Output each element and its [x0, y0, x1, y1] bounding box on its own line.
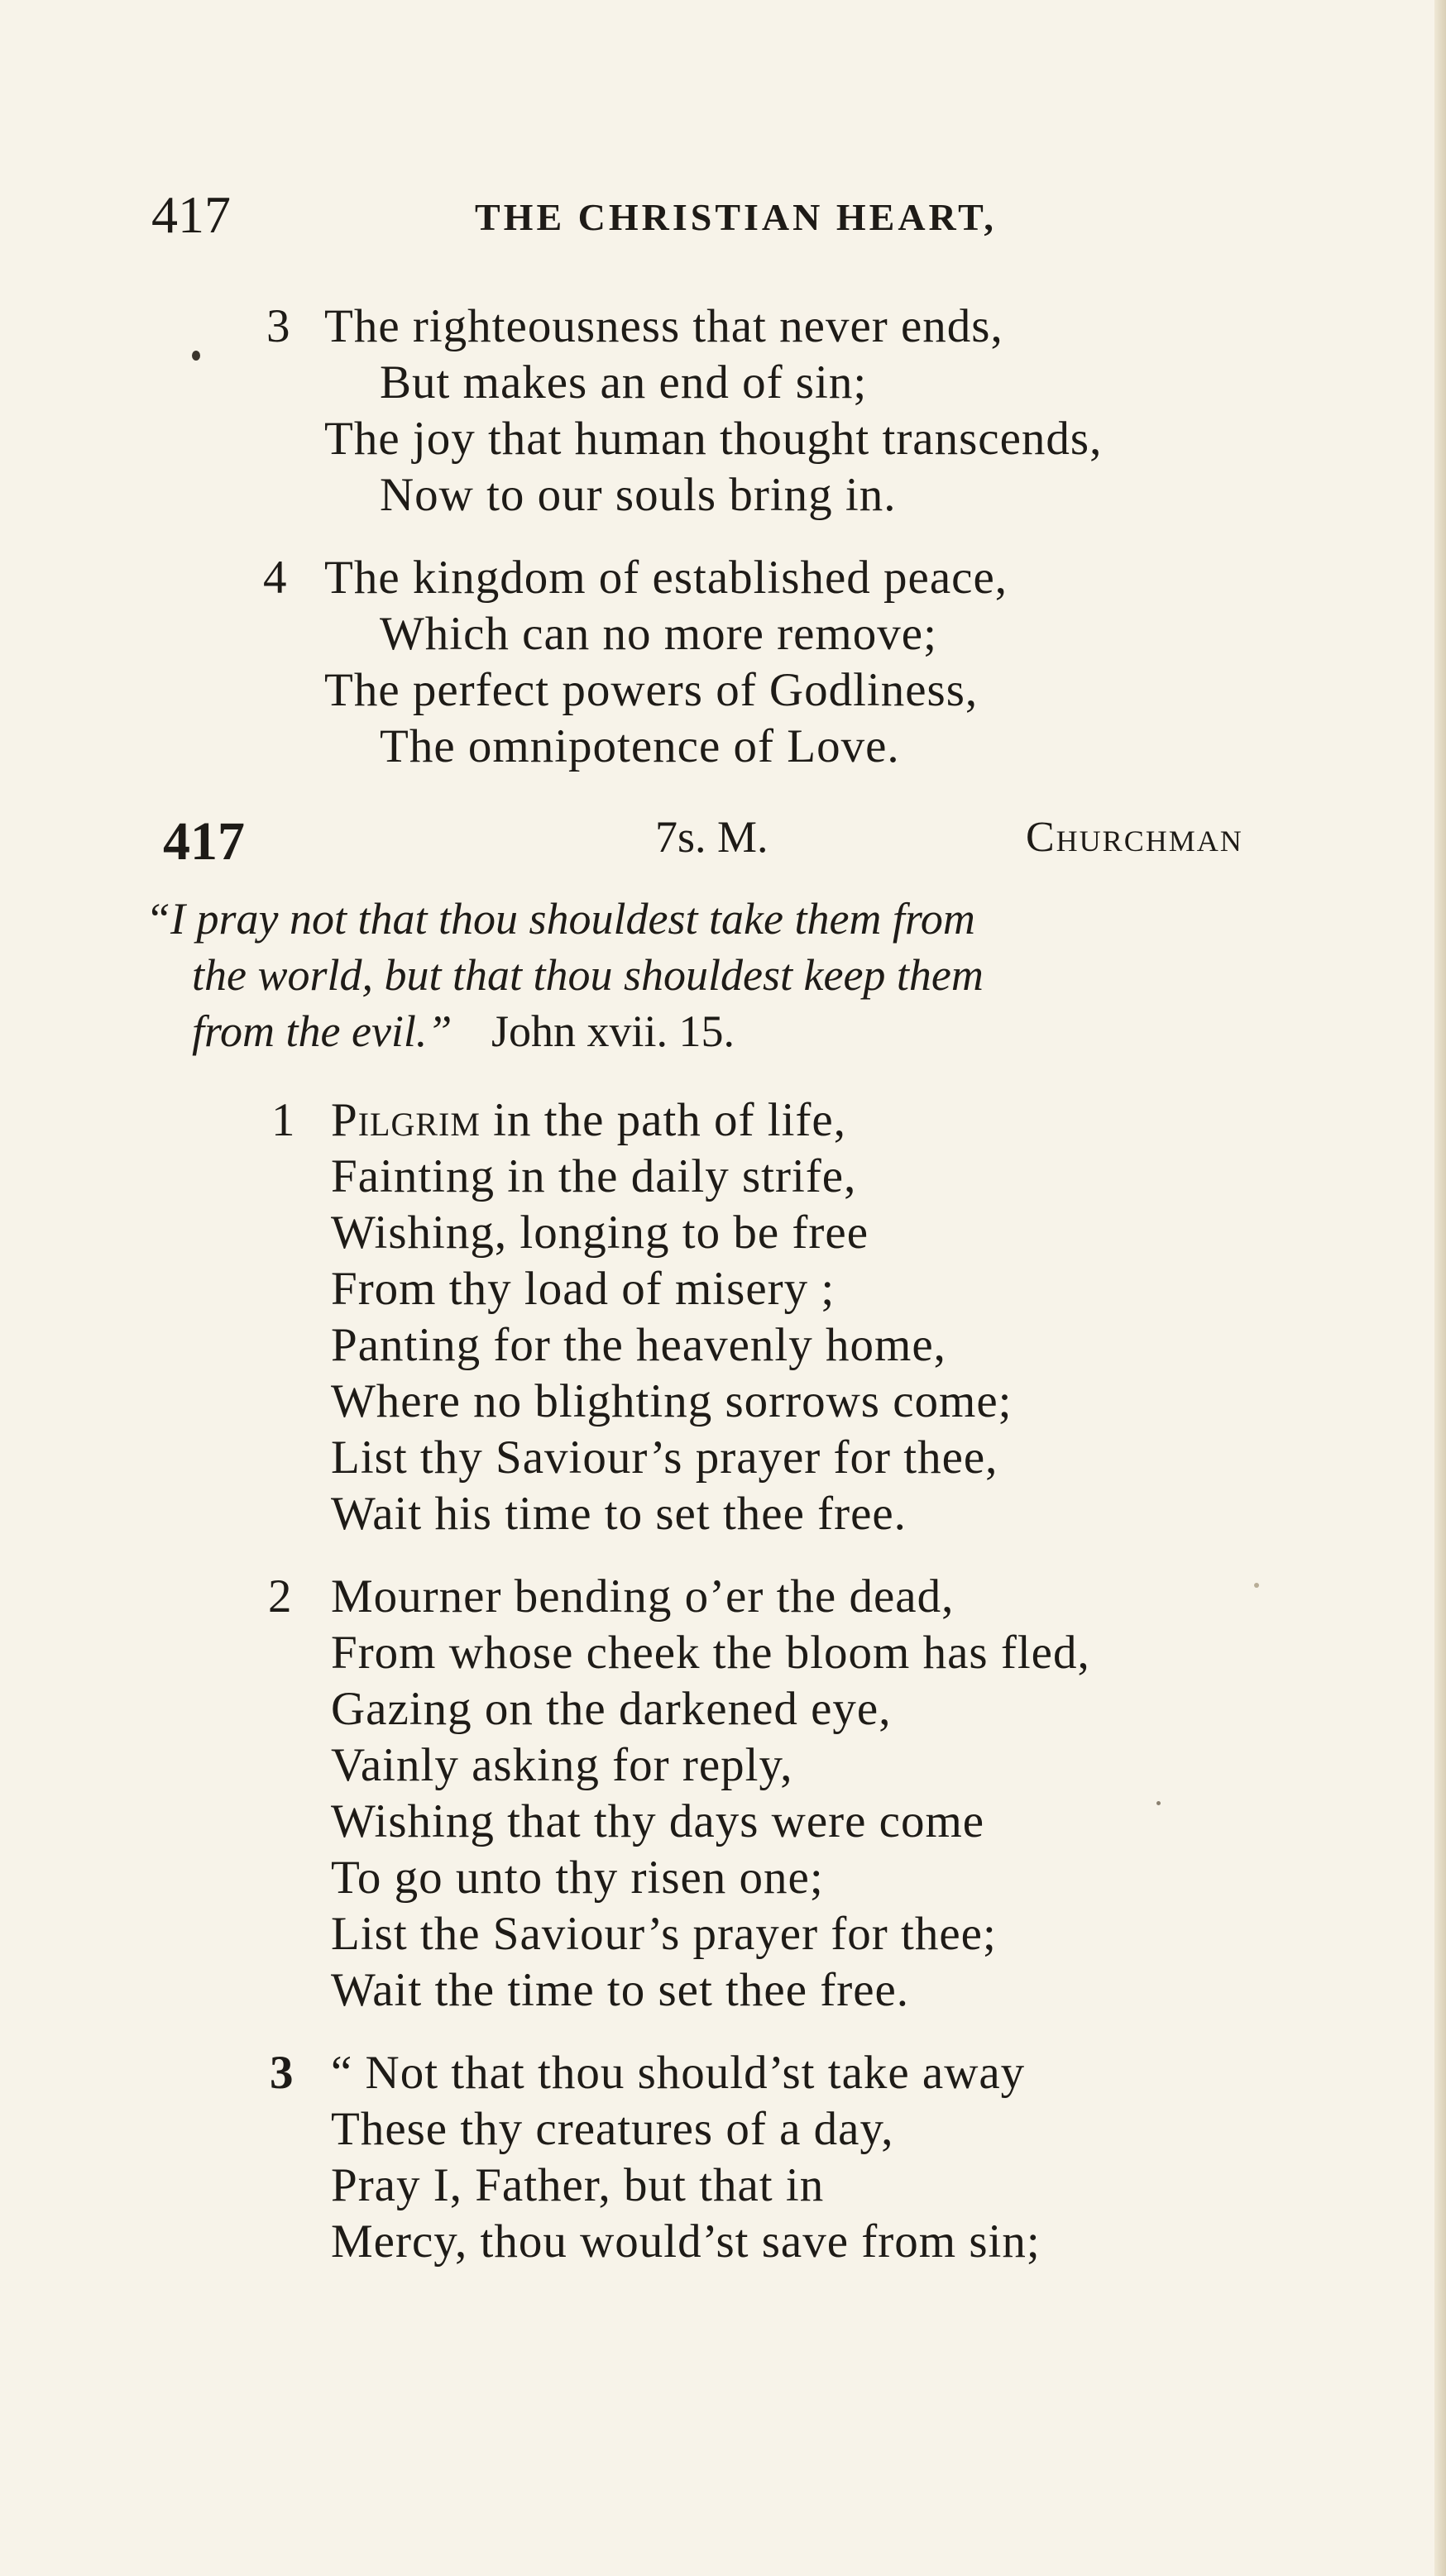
verse-line: The perfect powers of Godliness, [324, 664, 979, 716]
verse-line: Gazing on the darkened eye, [331, 1683, 892, 1735]
verse-line: Wishing, longing to be free [331, 1207, 869, 1259]
verse-line: The kingdom of established peace, [324, 552, 1008, 604]
running-title: THE CHRISTIAN HEART, [475, 196, 997, 238]
verse-line: Where no blighting sorrows come; [331, 1375, 1013, 1427]
verse-line: But makes an end of sin; [380, 356, 868, 409]
verse-line: Wait the time to set thee free. [331, 1964, 910, 2016]
verse-line: From whose cheek the bloom has fled, [331, 1627, 1090, 1679]
page-edge [1434, 0, 1446, 2576]
verse-line: Fainting in the daily strife, [331, 1150, 857, 1202]
epigraph-reference: John xvii. 15. [491, 1006, 735, 1056]
verse-line: Wait his time to set thee free. [331, 1488, 907, 1540]
verse-line-rest: in the path of life, [480, 1094, 846, 1146]
ink-speck [192, 351, 200, 361]
epigraph-text: from the evil.” [192, 1006, 452, 1056]
verse-first-line [331, 1094, 846, 1146]
hymn-number: 417 [163, 811, 245, 872]
verse-line: Now to our souls bring in. [380, 469, 897, 521]
verse-number: 4 [263, 552, 288, 604]
verse-first-line: Mourner bending o’er the dead, [331, 1570, 955, 1623]
verse-line: The joy that human thought transcends, [324, 413, 1103, 465]
verse-first-line: “ Not that thou should’st take away [331, 2047, 1026, 2099]
verse-line: To go unto thy risen one; [331, 1852, 824, 1904]
ink-speck [1254, 1583, 1259, 1588]
verse-line: The righteousness that never ends, [324, 300, 1003, 352]
page-number: 417 [151, 185, 231, 244]
verse-number: 3 [266, 300, 291, 352]
verse-line: Wishing that thy days were come [331, 1795, 985, 1847]
verse-line: From thy load of misery ; [331, 1263, 836, 1315]
verse-first-word: Pilgrim [331, 1094, 481, 1146]
verse-number: 3 [270, 2047, 294, 2099]
ink-speck [1156, 1801, 1161, 1805]
verse-line: List thy Saviour’s prayer for thee, [331, 1431, 998, 1484]
verse-line: List the Saviour’s prayer for thee; [331, 1908, 997, 1960]
verse-line: The omnipotence of Love. [380, 720, 900, 772]
verse-number: 2 [268, 1570, 293, 1623]
verse-line: Mercy, thou would’st save from sin; [331, 2215, 1041, 2268]
epigraph-line: “I pray not that thou shouldest take them from [146, 894, 975, 944]
epigraph-line: the world, but that thou shouldest keep them [192, 950, 984, 1000]
hymn-author: Churchman [1026, 814, 1243, 861]
verse-line: Pray I, Father, but that in [331, 2159, 825, 2211]
verse-line: Vainly asking for reply, [331, 1739, 793, 1791]
verse-number: 1 [271, 1094, 296, 1146]
verse-line: Panting for the heavenly home, [331, 1319, 946, 1371]
epigraph-line [192, 1006, 735, 1056]
verse-line: Which can no more remove; [380, 608, 937, 660]
verse-line: These thy creatures of a day, [331, 2103, 894, 2155]
hymn-meter: 7s. M. [655, 812, 768, 862]
